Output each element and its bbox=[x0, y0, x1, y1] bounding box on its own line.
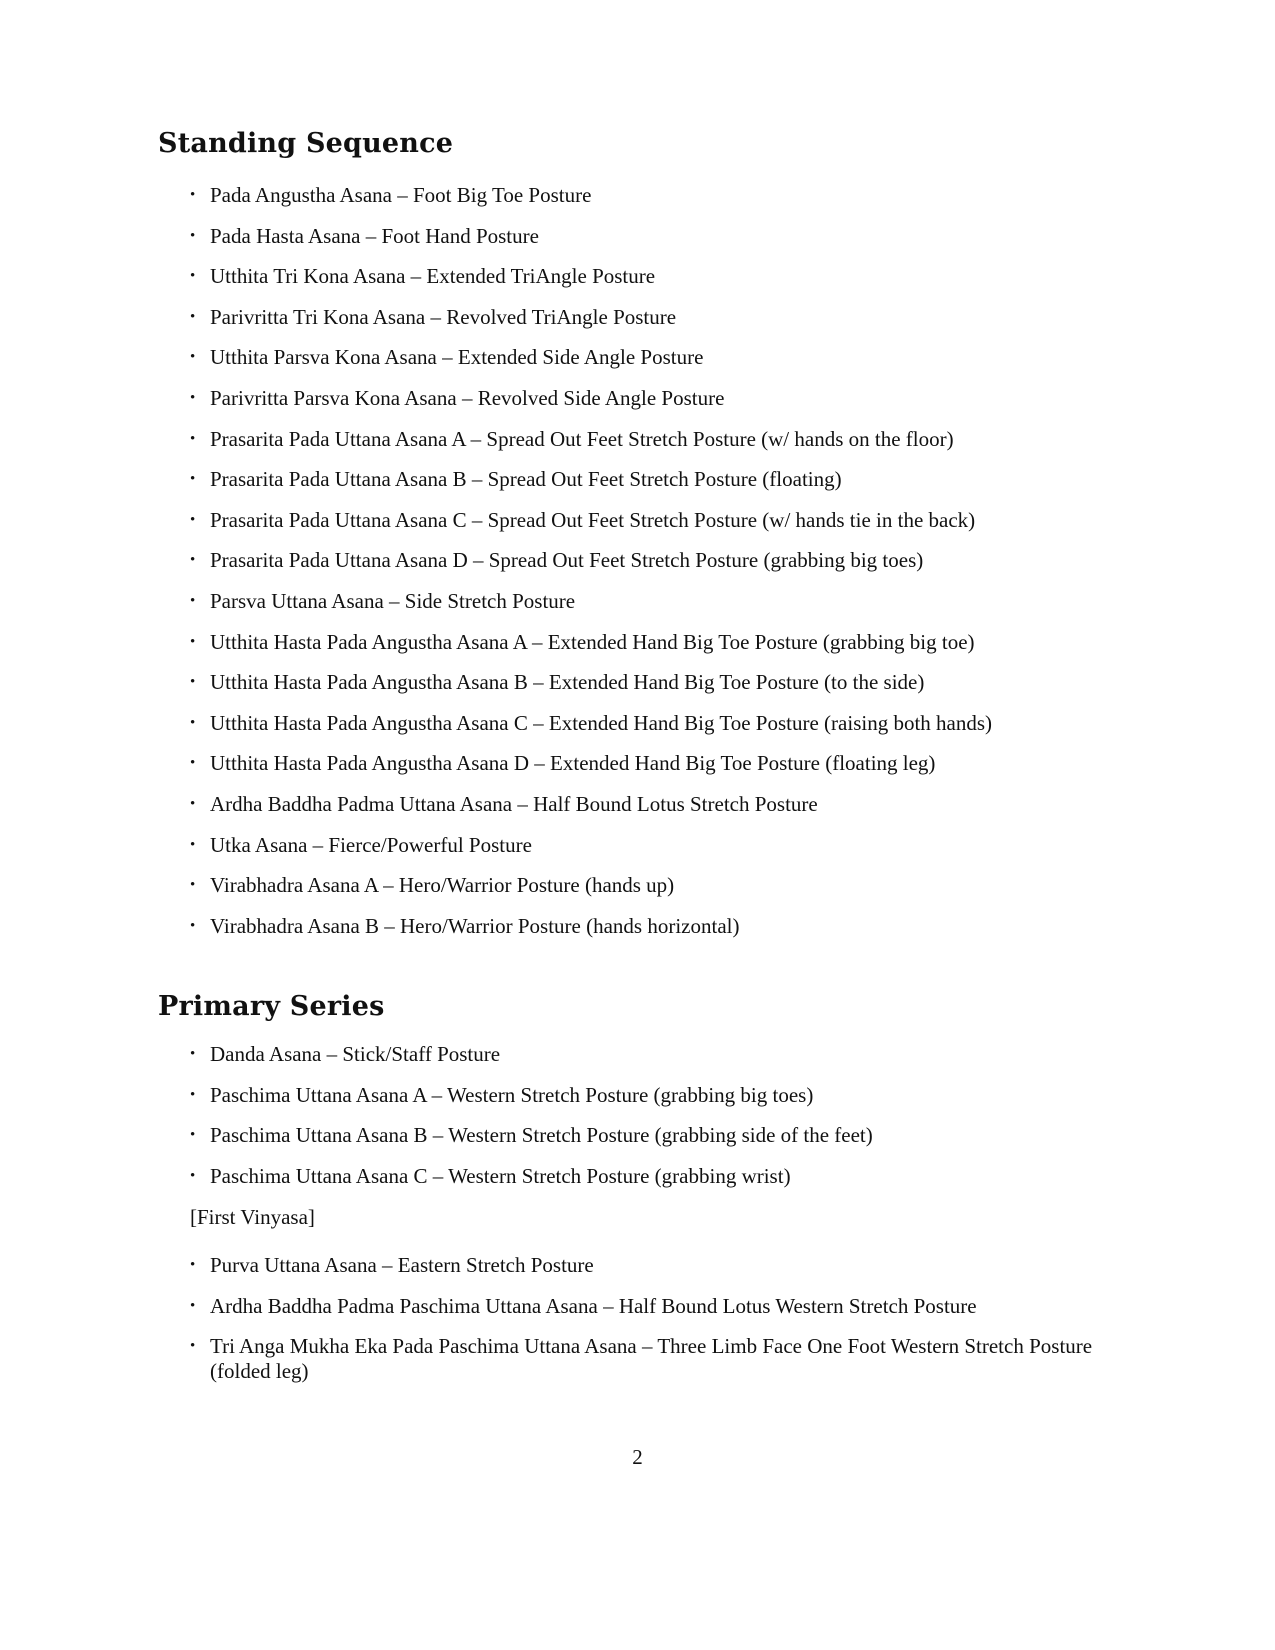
bullet-icon: • bbox=[190, 1297, 196, 1314]
page-number: 2 bbox=[632, 1445, 643, 1469]
asana-label: Pada Angustha Asana – Foot Big Toe Posture bbox=[210, 183, 592, 207]
bullet-icon: • bbox=[190, 917, 196, 934]
bullet-icon: • bbox=[190, 592, 196, 609]
bullet-icon: • bbox=[190, 227, 196, 244]
bullet-icon: • bbox=[190, 308, 196, 325]
bullet-icon: • bbox=[190, 633, 196, 650]
bullet-icon: • bbox=[190, 389, 196, 406]
asana-label: Prasarita Pada Uttana Asana B – Spread Out Feet Stretch Posture (floating) bbox=[210, 467, 842, 492]
asana-label: Danda Asana – Stick/Staff Posture bbox=[210, 1042, 501, 1066]
bullet-icon: • bbox=[190, 877, 196, 894]
asana-label: Utthita Tri Kona Asana – Extended TriAngle Posture bbox=[210, 264, 656, 289]
list-item bbox=[190, 873, 1125, 898]
asana-label: Prasarita Pada Uttana Asana C – Spread Out Feet Stretch Posture (w/ hands tie in the back) bbox=[210, 507, 976, 532]
list-item bbox=[190, 589, 1125, 614]
list-item bbox=[190, 345, 1125, 370]
list-item bbox=[190, 1042, 1125, 1067]
asana-label: Virabhadra Asana A – Hero/Warrior Posture (hands up) bbox=[210, 873, 675, 898]
bullet-icon: • bbox=[190, 511, 196, 528]
bullet-icon: • bbox=[190, 471, 196, 488]
asana-label: Parivritta Parsva Kona Asana – Revolved Side Angle Posture bbox=[210, 385, 725, 410]
list-item bbox=[190, 792, 1125, 817]
list-item bbox=[190, 1294, 1125, 1319]
bullet-icon: • bbox=[190, 1046, 196, 1062]
list-item bbox=[190, 670, 1125, 695]
bullet-icon: • bbox=[190, 1127, 196, 1143]
asana-label: Prasarita Pada Uttana Asana D – Spread Out Feet Stretch Posture (grabbing big toes) bbox=[210, 548, 924, 573]
list-item bbox=[190, 1164, 1125, 1189]
bullet-icon: • bbox=[190, 1257, 196, 1273]
asana-label: Paschima Uttana Asana C – Western Stretch Posture (grabbing wrist) bbox=[210, 1163, 791, 1188]
list-item bbox=[190, 224, 1125, 249]
list-item bbox=[190, 508, 1125, 533]
list-item bbox=[190, 1123, 1125, 1148]
asana-label: Utthita Hasta Pada Angustha Asana B – Extended Hand Big Toe Posture (to the side) bbox=[210, 670, 925, 695]
asana-label: Parsva Uttana Asana – Side Stretch Posture bbox=[210, 588, 576, 613]
bullet-icon: • bbox=[190, 674, 196, 691]
list-item bbox=[190, 711, 1125, 736]
asana-label: Pada Hasta Asana – Foot Hand Posture bbox=[210, 223, 539, 248]
asana-label: Ardha Baddha Padma Paschima Uttana Asana – Half Bound Lotus Western Stretch Posture bbox=[210, 1293, 977, 1318]
bullet-icon: • bbox=[190, 1086, 196, 1103]
list-item bbox=[190, 833, 1125, 858]
asana-label: Purva Uttana Asana – Eastern Stretch Posture bbox=[210, 1253, 594, 1277]
list-item bbox=[190, 914, 1125, 939]
asana-label: Paschima Uttana Asana B – Western Stretch Posture (grabbing side of the feet) bbox=[210, 1123, 873, 1147]
primary-series-list-part-2 bbox=[190, 1253, 1125, 1400]
asana-label: Ardha Baddha Padma Uttana Asana – Half Bound Lotus Stretch Posture bbox=[210, 791, 818, 816]
bullet-icon: • bbox=[190, 795, 196, 812]
list-item bbox=[190, 751, 1125, 776]
list-item bbox=[190, 548, 1125, 573]
bullet-icon: • bbox=[190, 552, 196, 569]
bullet-icon: • bbox=[190, 1338, 196, 1354]
bullet-icon: • bbox=[190, 430, 196, 447]
asana-label: Virabhadra Asana B – Hero/Warrior Posture (hands horizontal) bbox=[210, 913, 740, 938]
bullet-icon: • bbox=[190, 187, 196, 203]
list-item bbox=[190, 427, 1125, 452]
list-item bbox=[190, 183, 1125, 208]
section-title-primary-series: Primary Series bbox=[158, 991, 385, 1022]
list-item bbox=[190, 1253, 1125, 1278]
asana-label: Utthita Hasta Pada Angustha Asana C – Extended Hand Big Toe Posture (raising both hands) bbox=[210, 710, 993, 735]
list-item bbox=[190, 305, 1125, 330]
asana-label: Prasarita Pada Uttana Asana A – Spread Out Feet Stretch Posture (w/ hands on the floor) bbox=[210, 426, 954, 451]
asana-label: Utthita Hasta Pada Angustha Asana D – Extended Hand Big Toe Posture (floating leg) bbox=[210, 751, 936, 776]
section-title-standing-sequence: Standing Sequence bbox=[158, 128, 454, 159]
asana-label: Parivritta Tri Kona Asana – Revolved TriAngle Posture bbox=[210, 304, 677, 329]
list-item bbox=[190, 467, 1125, 492]
first-vinyasa-note: [First Vinyasa] bbox=[190, 1205, 315, 1229]
bullet-icon: • bbox=[190, 714, 196, 731]
list-item bbox=[190, 630, 1125, 655]
list-item bbox=[190, 1083, 1125, 1108]
asana-label: Utthita Parsva Kona Asana – Extended Side Angle Posture bbox=[210, 345, 704, 370]
bullet-icon: • bbox=[190, 1167, 196, 1184]
asana-label: Tri Anga Mukha Eka Pada Paschima Uttana Asana – Three Limb Face One Foot Western Stretch Posture (folded leg) bbox=[210, 1334, 1093, 1383]
primary-series-list-part-1 bbox=[190, 1042, 1125, 1204]
list-item bbox=[190, 264, 1125, 289]
asana-label: Paschima Uttana Asana A – Western Stretch Posture (grabbing big toes) bbox=[210, 1082, 814, 1107]
bullet-icon: • bbox=[190, 836, 196, 853]
asana-label: Utthita Hasta Pada Angustha Asana A – Extended Hand Big Toe Posture (grabbing big toe) bbox=[210, 629, 975, 654]
list-item bbox=[190, 1334, 1125, 1384]
list-item bbox=[190, 386, 1125, 411]
asana-label: Utka Asana – Fierce/Powerful Posture bbox=[210, 832, 532, 857]
standing-sequence-list bbox=[190, 183, 1125, 954]
bullet-icon: • bbox=[190, 755, 196, 772]
bullet-icon: • bbox=[190, 268, 196, 285]
bullet-icon: • bbox=[190, 349, 196, 366]
